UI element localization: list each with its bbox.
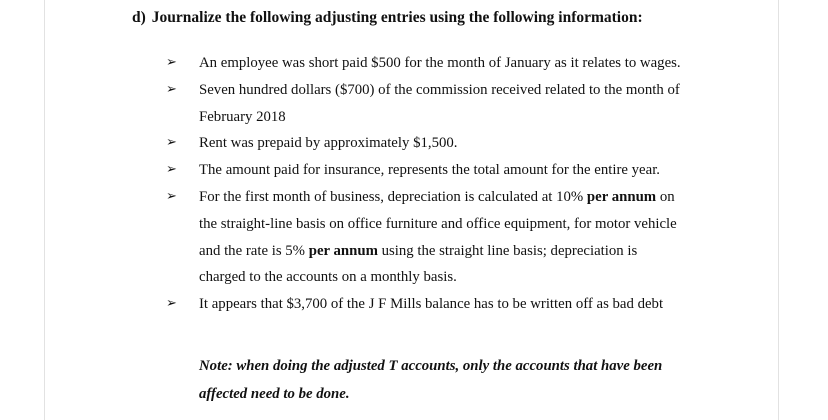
- list-item-text: Seven hundred dollars ($700) of the commission received related to the month of: [199, 81, 680, 98]
- question-heading-text: Journalize the following adjusting entries using the following information:: [151, 9, 643, 26]
- list-item: [166, 157, 746, 184]
- page-right-edge: [778, 0, 779, 420]
- text-segment: and the rate is 5%: [199, 242, 309, 259]
- list-item: [166, 184, 746, 291]
- list-item-text: The amount paid for insurance, represents the total amount for the entire year.: [199, 162, 661, 179]
- text-segment: on: [656, 188, 675, 205]
- arrow-bullet-icon: ➢: [166, 81, 177, 97]
- note-paragraph: [199, 352, 662, 408]
- list-item: [166, 130, 746, 157]
- question-heading: [132, 9, 643, 27]
- list-item-text: Rent was prepaid by approximately $1,500.: [199, 135, 458, 152]
- list-item: [166, 50, 746, 77]
- text-segment: For the first month of business, depreciation is calculated at 10%: [199, 188, 587, 205]
- arrow-bullet-icon: ➢: [166, 135, 177, 151]
- arrow-bullet-icon: ➢: [166, 188, 177, 204]
- list-item-text: An employee was short paid $500 for the month of January as it relates to wages.: [199, 55, 681, 71]
- page-left-edge: [44, 0, 45, 420]
- note-text: Note: when doing the adjusted T accounts, only the accounts that have been: [199, 358, 663, 374]
- question-letter: d): [132, 9, 146, 26]
- list-item: [166, 291, 746, 318]
- note-text: affected need to be done.: [199, 386, 350, 402]
- list-item: [166, 77, 746, 131]
- arrow-bullet-icon: ➢: [166, 162, 177, 178]
- emphasis-per-annum: per annum: [308, 242, 378, 259]
- list-item-text: charged to the accounts on a monthly basis.: [199, 269, 457, 286]
- list-item-text: [199, 238, 746, 265]
- information-list: [166, 50, 746, 318]
- list-item-text: [199, 184, 746, 211]
- list-item-text: February 2018: [199, 108, 286, 125]
- list-item-text: It appears that $3,700 of the J F Mills balance has to be written off as bad debt: [199, 296, 664, 313]
- emphasis-per-annum: per annum: [586, 188, 657, 205]
- arrow-bullet-icon: ➢: [166, 55, 177, 70]
- text-segment: using the straight line basis; depreciation is: [377, 242, 638, 259]
- arrow-bullet-icon: ➢: [166, 296, 177, 312]
- list-item-text: the straight-line basis on office furniture and office equipment, for motor vehicle: [199, 215, 677, 232]
